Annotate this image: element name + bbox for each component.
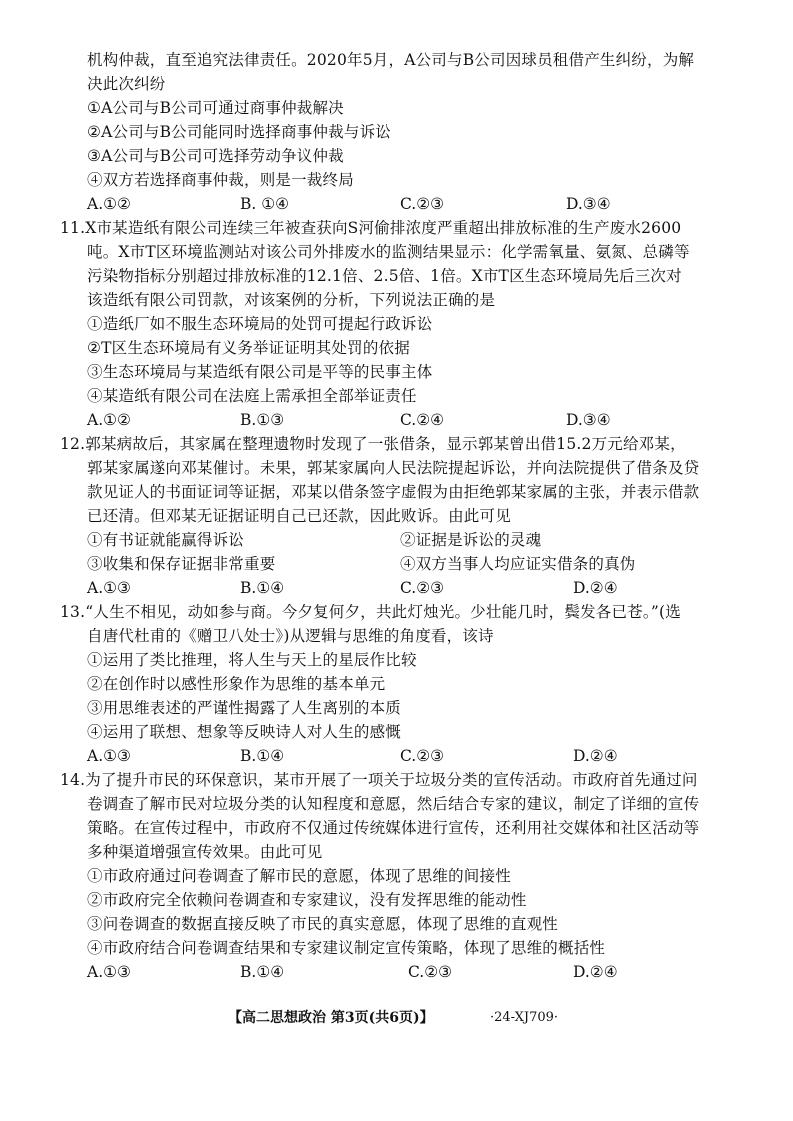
q14-stem-line-3: 策略。在宣传过程中，市政府不仅通过传统媒体进行宣传，还利用社交媒体和社区活动等	[87, 819, 700, 837]
q13-item-4: ④运用了联想、想象等反映诗人对人生的感慨	[87, 723, 402, 741]
q13-item-1: ①运用了类比推理，将人生与天上的星辰作比较	[87, 651, 417, 669]
q13-choice-b: B.①④	[240, 747, 285, 765]
q14-choice-a: A.①③	[87, 963, 131, 981]
footer-page-label: 【高二思想政治 第3页(共6页)】	[228, 1010, 434, 1026]
q13-choice-a: A.①③	[87, 747, 131, 765]
q12-item-3: ③收集和保存证据非常重要	[87, 555, 276, 573]
q11-choice-c: C.②④	[400, 411, 445, 429]
q14-choice-d: D.②④	[573, 963, 618, 981]
q10-choice-c: C.②③	[400, 195, 445, 213]
q12-stem-line-2: 郭某家属遂向邓某催讨。未果，郭某家属向人民法院提起诉讼，并向法院提供了借条及贷	[87, 459, 700, 477]
q12-choice-a: A.①③	[87, 579, 131, 597]
q10-stem-line-1: 机构仲裁，直至追究法律责任。2020年5月，A公司与B公司因球员租借产生纠纷，为解	[87, 51, 695, 69]
q12-item-1: ①有书证就能赢得诉讼	[87, 531, 245, 549]
q13-choice-d: D.②④	[573, 747, 618, 765]
q10-item-3: ③A公司与B公司可选择劳动争议仲裁	[87, 147, 344, 165]
q12-choice-d: D.②④	[573, 579, 618, 597]
q12-stem-line-1: 12.郭某病故后，其家属在整理遗物时发现了一张借条，显示郭某曾出借15.2万元给邓某，	[60, 435, 686, 453]
q12-stem-line-4: 已还清。但邓某无证据证明自己已还款，因此败诉。由此可见	[87, 507, 511, 525]
q10-choice-a: A.①②	[87, 195, 131, 213]
q14-item-1: ①市政府通过问卷调查了解市民的意愿，体现了思维的间接性	[87, 867, 511, 885]
q10-choice-b: B. ①④	[240, 195, 290, 213]
q14-item-2: ②市政府完全依赖问卷调查和专家建议，没有发挥思维的能动性	[87, 891, 527, 909]
q11-item-2: ②T区生态环境局有义务举证证明其处罚的依据	[87, 339, 410, 357]
q10-item-1: ①A公司与B公司可通过商事仲裁解决	[87, 99, 344, 117]
q13-stem-line-1: 13.“人生不相见，动如参与商。今夕复何夕，共此灯烛光。少壮能几时，鬓发各已苍。”(选	[60, 603, 681, 621]
q10-item-2: ②A公司与B公司能同时选择商事仲裁与诉讼	[87, 123, 391, 141]
q12-stem-line-3: 款见证人的书面证词等证据，邓某以借条签字虚假为由拒绝郭某家属的主张，并表示借款	[87, 483, 700, 501]
q12-item-4: ④双方当事人均应证实借条的真伪	[400, 555, 636, 573]
q12-choice-c: C.②③	[400, 579, 445, 597]
q10-choice-d: D.③④	[566, 195, 611, 213]
q10-item-4: ④双方若选择商事仲裁，则是一裁终局	[87, 171, 354, 189]
q11-stem-line-3: 污染物指标分别超过排放标准的12.1倍、2.5倍、1倍。X市T区生态环境局先后三次对	[87, 267, 682, 285]
q14-stem-line-4: 多种渠道增强宣传效果。由此可见	[87, 843, 323, 861]
q12-choice-b: B.①④	[240, 579, 285, 597]
q13-stem-line-2: 自唐代杜甫的《赠卫八处士》)从逻辑与思维的角度看，该诗	[87, 627, 494, 645]
q11-item-1: ①造纸厂如不服生态环境局的处罚可提起行政诉讼	[87, 315, 433, 333]
q11-item-4: ④某造纸有限公司在法庭上需承担全部举证责任	[87, 387, 417, 405]
q11-stem-line-2: 吨。X市T区环境监测站对该公司外排废水的监测结果显示：化学需氧量、氨氮、总磷等	[87, 243, 690, 261]
q11-stem-line-1: 11.X市某造纸有限公司连续三年被查获向S河偷排浓度严重超出排放标准的生产废水2600	[60, 219, 682, 237]
q14-item-3: ③问卷调查的数据直接反映了市民的真实意愿，体现了思维的直观性	[87, 915, 559, 933]
q11-choice-b: B.①③	[240, 411, 285, 429]
q11-choice-a: A.①②	[87, 411, 131, 429]
q13-item-2: ②在创作时以感性形象作为思维的基本单元	[87, 675, 386, 693]
q11-choice-d: D.③④	[566, 411, 611, 429]
q11-item-3: ③生态环境局与某造纸有限公司是平等的民事主体	[87, 363, 433, 381]
q13-choice-c: C.②③	[400, 747, 445, 765]
q12-item-2: ②证据是诉讼的灵魂	[400, 531, 542, 549]
footer-code: ·24-XJ709·	[490, 1010, 559, 1025]
q13-item-3: ③用思维表述的严谨性揭露了人生离别的本质	[87, 699, 402, 717]
q14-stem-line-1: 14.为了提升市民的环保意识，某市开展了一项关于垃圾分类的宣传活动。市政府首先通过问	[60, 771, 698, 789]
q14-stem-line-2: 卷调查了解市民对垃圾分类的认知程度和意愿，然后结合专家的建议，制定了详细的宣传	[87, 795, 700, 813]
q14-choice-c: C.②③	[408, 963, 453, 981]
q10-stem-line-2: 决此次纠纷	[87, 75, 166, 93]
q11-stem-line-4: 该造纸有限公司罚款，对该案例的分析，下列说法正确的是	[87, 291, 496, 309]
q14-item-4: ④市政府结合问卷调查结果和专家建议制定宣传策略，体现了思维的概括性	[87, 939, 606, 957]
q14-choice-b: B.①④	[240, 963, 285, 981]
